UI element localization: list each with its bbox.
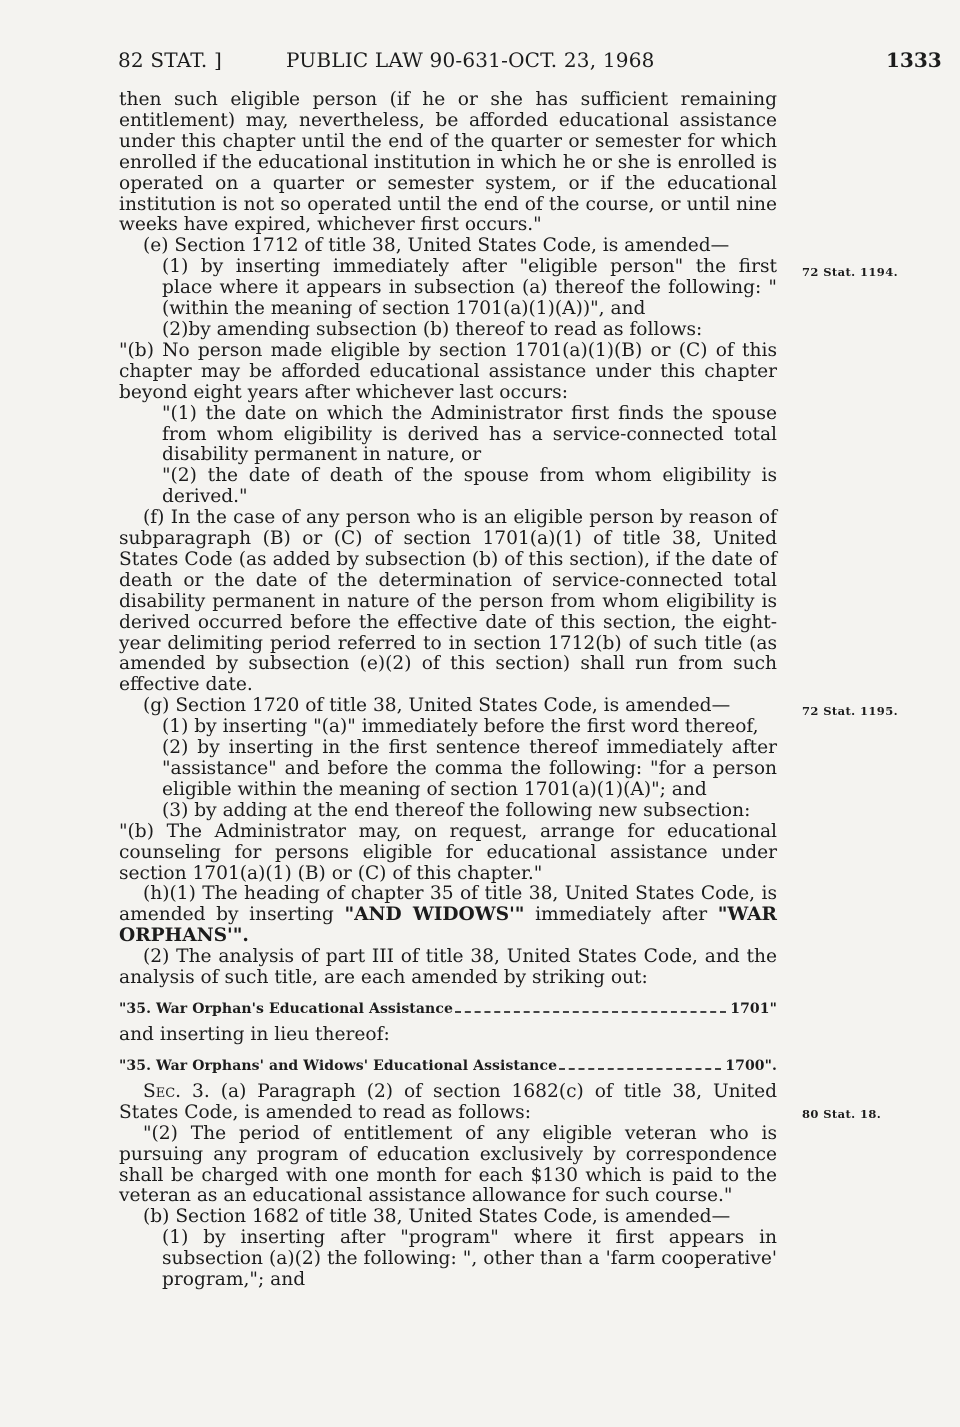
subsection-h-2: (2) The analysis of part III of title 38, United States Code, and the analysis of such title, are each amended by striking out: (119, 946, 777, 989)
analysis-entry-inserted-number: 1700". (725, 1057, 777, 1074)
subsection-e-quoted-b-2: "(2) the date of death of the spouse from whom eligibility is derived." (162, 465, 777, 508)
subsection-h-1-text: (h)(1) The heading of chapter 35 of title 38, United States Code, is amended by inserting (119, 883, 777, 926)
analysis-entry-struck (119, 999, 777, 1019)
subsection-g-quoted-b: "(b) The Administrator may, on request, arrange for educational counseling for persons eligible for educational assistance under section 1701(a)(1) (B) or (C) of this chapter." (119, 820, 777, 884)
subsection-g-clause-2: (2) by inserting in the first sentence thereof immediately after "assistance" and before the comma the following: "for a person eligible within the meaning of section 1701(a)(1)(A)"; and (162, 737, 777, 800)
dot-leader (559, 1067, 721, 1070)
section-3-label: Sec. 3. (143, 1080, 210, 1102)
section-3-quoted-2: "(2) The period of entitlement of any eligible veteran who is pursuing any program of education exclusively by correspondence shall be charged with one month for each $130 which is paid to the veteran as an educational assistance allowance for such course." (119, 1122, 777, 1207)
margin-note-80-stat-18: 80 Stat. 18. (802, 1107, 882, 1121)
analysis-entry-inserted-label: "35. War Orphans' and Widows' Educational Assistance (119, 1057, 558, 1074)
page-title: PUBLIC LAW 90-631-OCT. 23, 1968 (286, 48, 655, 72)
margin-note-72-stat-1195: 72 Stat. 1195. (802, 704, 899, 718)
subsection-h-1-mid: immediately after (524, 904, 718, 926)
subsection-e-clause-2: (2)by amending subsection (b) thereof to read as follows: (162, 318, 703, 340)
and-inserting-text: and inserting in lieu thereof: (119, 1023, 390, 1045)
dot-leader (455, 1010, 726, 1013)
stat-reference: 82 STAT. ] (118, 48, 223, 72)
section-3-b-clause-1: (1) by inserting after "program" where it first appears in subsection (a)(2) the following: ", other than a 'farm cooperative' program,"; and (162, 1227, 777, 1291)
subsection-e-intro: (e) Section 1712 of title 38, United States Code, is amended— (143, 235, 730, 257)
subsection-g-clause-1: (1) by inserting "(a)" immediately before the first word thereof, (162, 716, 759, 738)
section-3-a-text: (a) Paragraph (2) of section 1682(c) of title 38, United States Code, is amended to read as follows: (119, 1080, 777, 1123)
subsection-f: (f) In the case of any person who is an eligible person by reason of subparagraph (B) or (C) of section 1701(a)(1) of title 38, United States Code (as added by subsection (b) of this section), if the date of death or the date of the determination of service-connected total disability permanent in nature of the person from whom eligibility is derived occurred before the effective date of this section, the eight-year delimiting period referred to in section 1712(b) of such title (as amended by subsection (e)(2) of this section) shall run from such effective date. (119, 507, 777, 696)
analysis-entry-inserted (119, 1056, 777, 1076)
section-3-a (119, 1082, 777, 1124)
section-3-b-intro: (b) Section 1682 of title 38, United States Code, is amended— (143, 1206, 731, 1228)
document-body (119, 90, 777, 1291)
subsection-e-quoted-b: "(b) No person made eligible by section 1701(a)(1)(B) or (C) of this chapter may be afforded educational assistance under this chapter beyond eight years after whichever last occurs: (119, 339, 777, 403)
subsection-e-quoted-b-1: "(1) the date on which the Administrator first finds the spouse from whom eligibility is derived has a service-connected total disability permanent in nature, or (162, 402, 777, 466)
page-number: 1333 (886, 48, 942, 72)
analysis-entry-struck-number: 1701" (730, 1000, 777, 1017)
analysis-entry-struck-label: "35. War Orphan's Educational Assistance (119, 1000, 453, 1017)
subsection-h-1 (119, 884, 777, 947)
subsection-g-clause-3: (3) by adding at the end thereof the following new subsection: (162, 799, 751, 821)
subsection-g-intro: (g) Section 1720 of title 38, United States Code, is amended— (143, 695, 731, 717)
margin-note-72-stat-1194: 72 Stat. 1194. (802, 265, 899, 279)
war-orphans-heading-text: "WAR ORPHANS'". (119, 904, 777, 947)
paragraph-continuation: then such eligible person (if he or she has sufficient remaining entitlement) may, nevertheless, be afforded educational assistance under this chapter until the end of the quarter or semester for which enrolled if the educational institution in which he or she is enrolled is operated on a quarter or semester system, or if the educational institution is not so operated until the end of the course, or until nine weeks have expired, whichever first occurs." (119, 89, 777, 236)
subsection-e-clause-1: (1) by inserting immediately after "eligible person" the first place where it appears in subsection (a) thereof the following: "(within the meaning of section 1701(a)(1)(A))", and (162, 256, 777, 320)
inserted-heading-text: "AND WIDOWS'" (344, 904, 525, 926)
